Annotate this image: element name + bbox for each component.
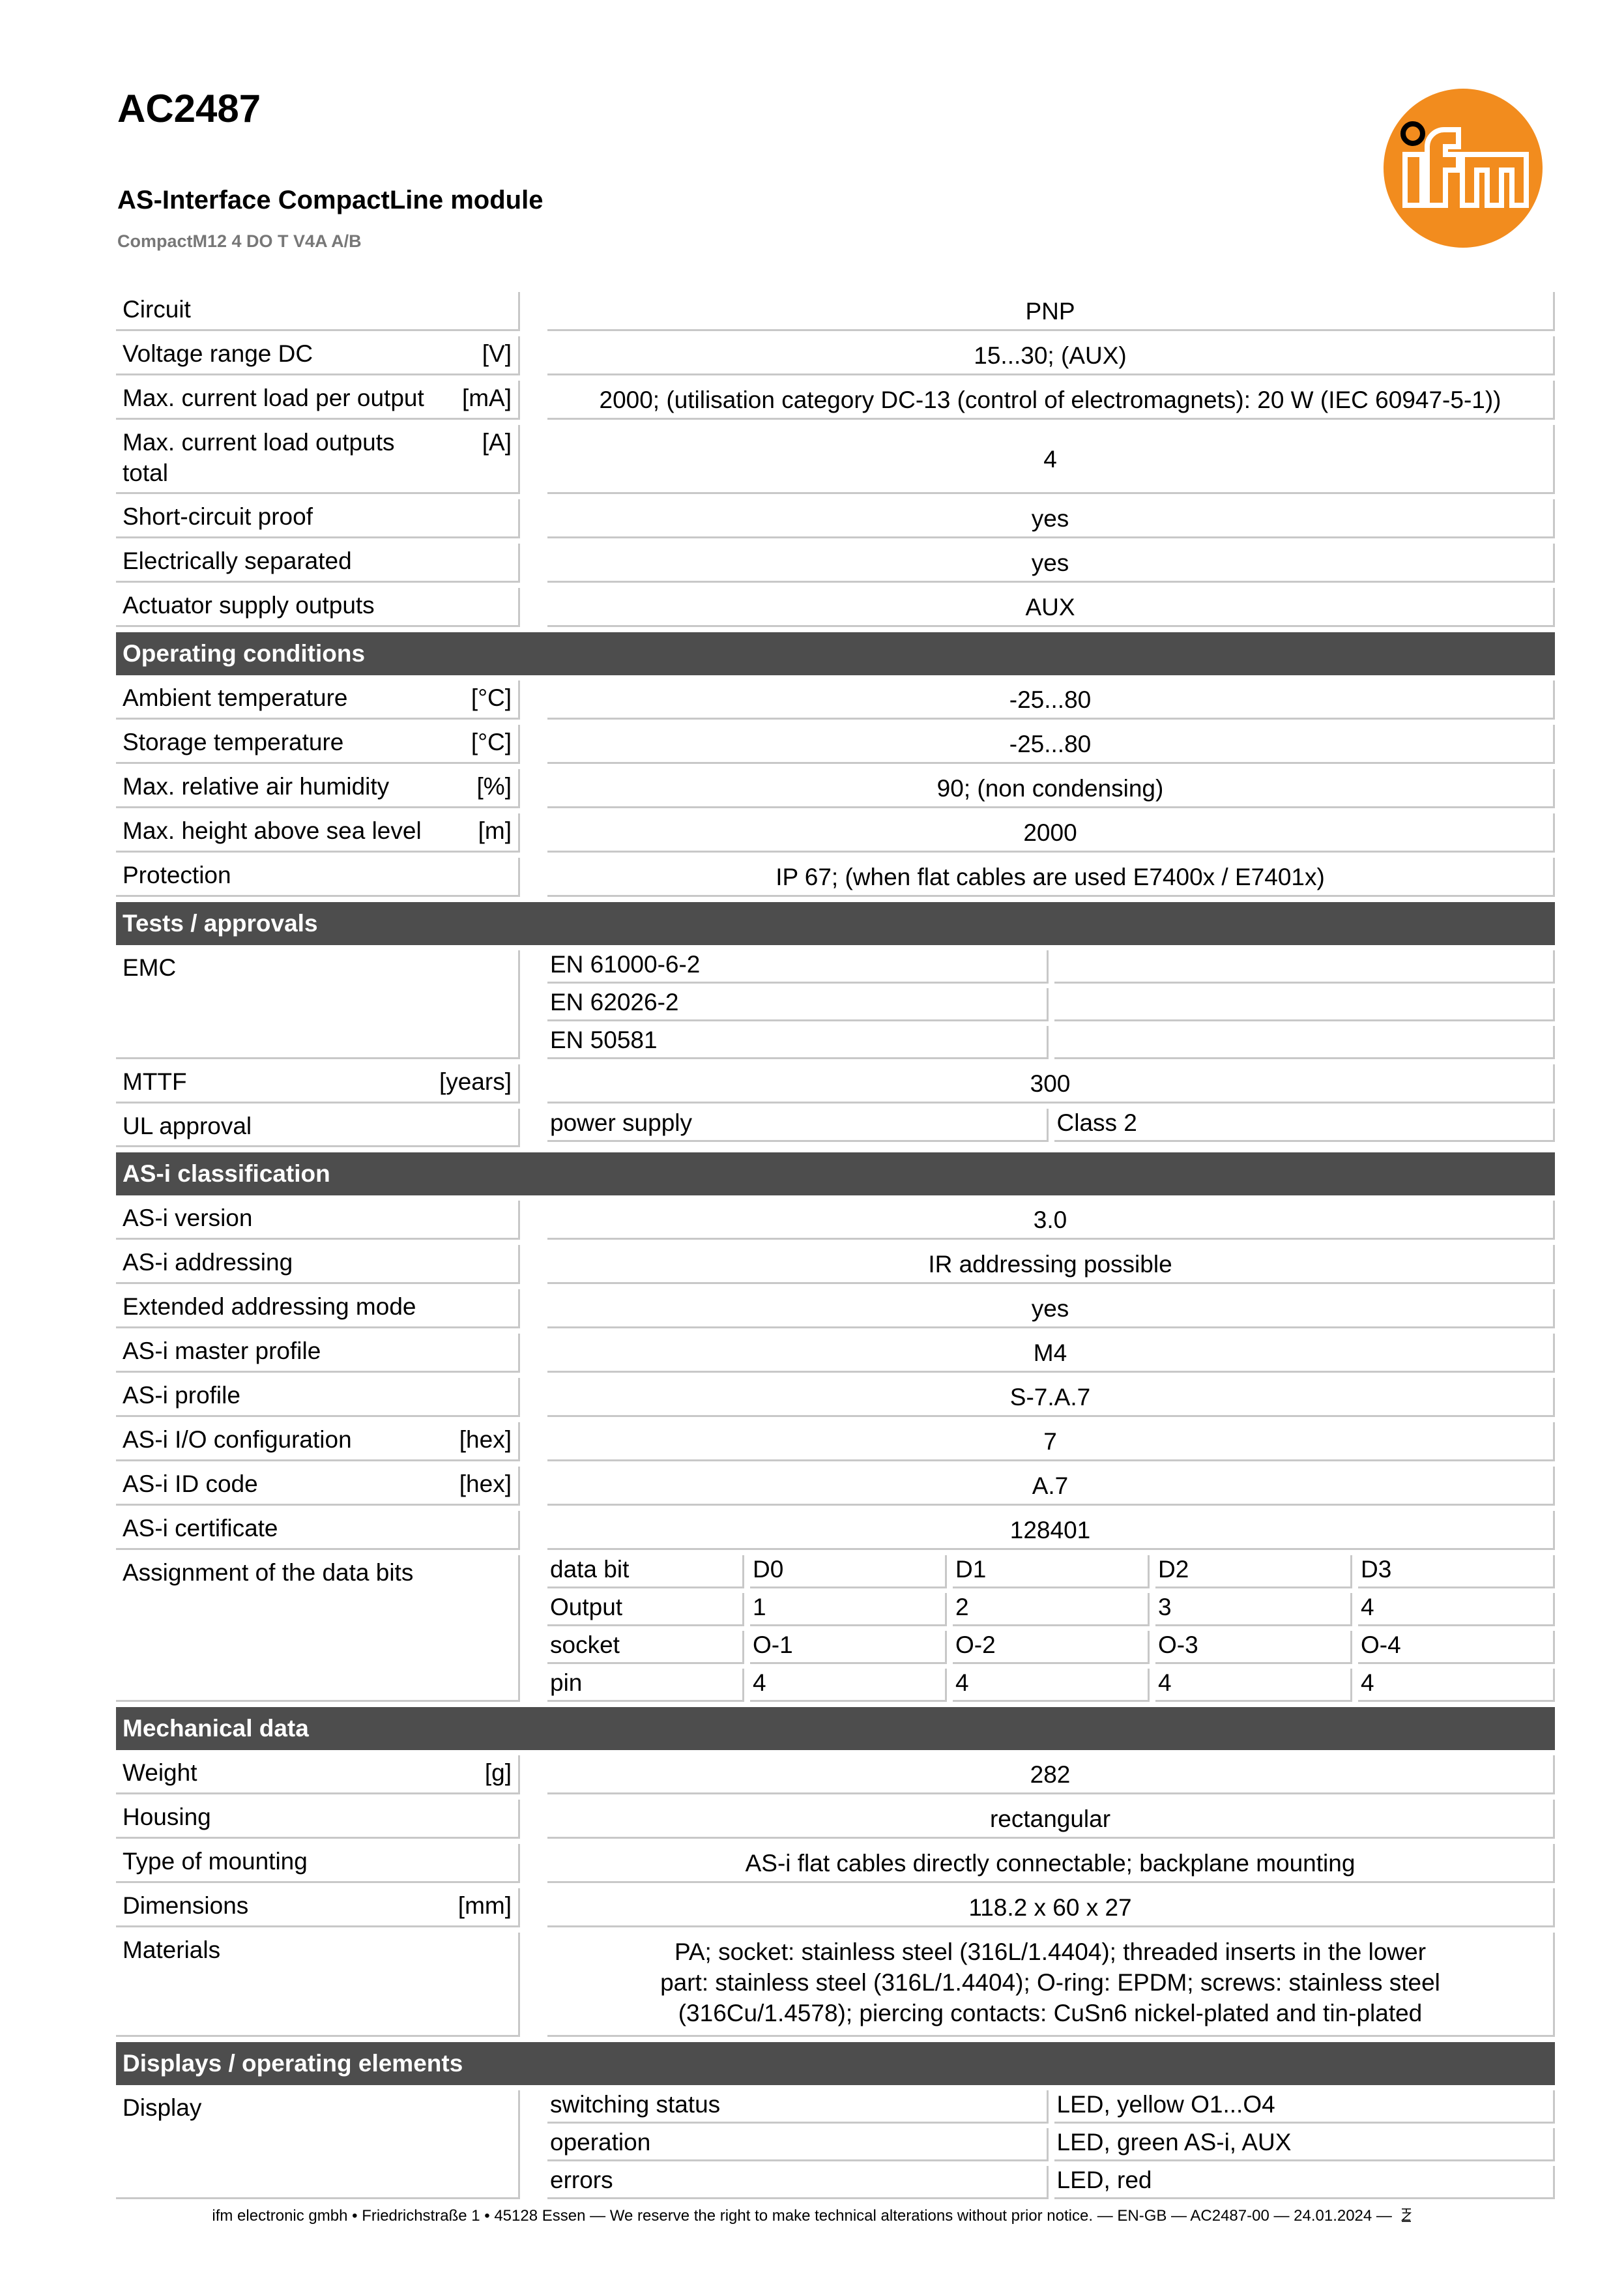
ifm-logo [1382,87,1544,250]
data-bits-table [547,1555,1555,1702]
label-current-output: Max. current load per output [123,385,424,411]
label-voltage: Voltage range DC [123,340,313,367]
row-circuit [116,292,1555,331]
value-weight: 282 [547,1755,1555,1794]
row-materials [116,1933,1555,2037]
section-asi-classification: AS-i classification [116,1152,1555,1195]
label-materials: Materials [123,1937,221,1963]
label-master-profile: AS-i master profile [123,1338,321,1364]
label-ul-approval: UL approval [123,1113,252,1139]
data-bits-cell: D2 [1155,1555,1352,1588]
ul-key: power supply [547,1109,1049,1142]
emc-standard: EN 62026-2 [547,988,1049,1021]
row-mounting [116,1844,1555,1883]
value-voltage: 15...30; (AUX) [547,336,1555,375]
value-housing: rectangular [547,1800,1555,1839]
row-weight [116,1755,1555,1794]
value-mttf: 300 [547,1064,1555,1104]
display-key: operation [547,2128,1049,2161]
row-emc [116,950,1555,1059]
value-certificate: 128401 [547,1511,1555,1550]
label-certificate: AS-i certificate [123,1515,278,1542]
data-bits-cell: 4 [1155,1669,1352,1702]
label-weight: Weight [123,1759,197,1786]
data-bits-cell: D0 [750,1555,947,1588]
label-data-bits: Assignment of the data bits [123,1559,414,1586]
unit-weight: [g] [484,1759,512,1786]
section-mechanical-data: Mechanical data [116,1707,1555,1750]
label-current-total: Max. current load outputs total [123,429,395,486]
value-current-total: 4 [547,425,1555,494]
label-emc: EMC [123,954,177,981]
data-bits-cell: 2 [953,1593,1150,1626]
label-short-circuit: Short-circuit proof [123,503,313,530]
row-current-total [116,425,1555,494]
emc-standards-list [547,950,1555,1059]
value-circuit: PNP [547,292,1555,331]
product-title: AS-Interface CompactLine module [117,186,544,214]
data-bits-cell: data bit [547,1555,744,1588]
row-data-bits [116,1555,1555,1702]
section-displays: Displays / operating elements [116,2042,1555,2085]
row-ul-approval [116,1109,1555,1147]
emc-standard: EN 50581 [547,1026,1049,1059]
row-housing [116,1800,1555,1839]
row-current-output [116,381,1555,420]
section-tests-approvals: Tests / approvals [116,902,1555,945]
data-bits-cell: 4 [750,1669,947,1702]
unit-storage: [°C] [471,729,512,755]
unit-mttf: [years] [439,1068,512,1095]
label-actuator-supply: Actuator supply outputs [123,592,375,619]
label-display: Display [123,2094,202,2121]
data-bits-row [547,1555,1555,1588]
value-height: 2000 [547,813,1555,853]
value-materials: PA; socket: stainless steel (316L/1.4404); threaded inserts in the lower part: stainless steel (316L/1.4404); O-ring: EPDM; screws: stainless steel (316Cu/1.4578); piercing contacts: CuSn6 nickel-plated and tin-plated [547,1933,1555,2037]
label-humidity: Max. relative air humidity [123,773,390,800]
data-bits-cell: 4 [1358,1593,1555,1626]
label-mttf: MTTF [123,1068,187,1095]
ul-value: Class 2 [1054,1109,1556,1142]
value-actuator-supply: AUX [547,588,1555,627]
row-voltage [116,336,1555,375]
row-humidity [116,769,1555,808]
row-dimensions [116,1888,1555,1927]
display-value: LED, green AS-i, AUX [1054,2128,1556,2161]
data-bits-cell: Output [547,1593,744,1626]
unit-height: [m] [478,817,512,844]
row-extended-addressing [116,1289,1555,1328]
data-bits-cell: 3 [1155,1593,1352,1626]
display-key: switching status [547,2090,1049,2124]
lang-icon [1400,2207,1412,2223]
data-bits-cell: 4 [1358,1669,1555,1702]
data-bits-cell: socket [547,1631,744,1664]
unit-ambient: [°C] [471,684,512,711]
data-bits-cell: 4 [953,1669,1150,1702]
row-master-profile [116,1334,1555,1373]
unit-current-output: [mA] [461,385,512,411]
data-bits-cell: D3 [1358,1555,1555,1588]
data-bits-cell: O-2 [953,1631,1150,1664]
data-bits-row [547,1631,1555,1664]
unit-current-total: [A] [482,429,512,456]
data-bits-row [547,1669,1555,1702]
row-short-circuit [116,499,1555,538]
label-ambient: Ambient temperature [123,684,348,711]
value-master-profile: M4 [547,1334,1555,1373]
label-asi-version: AS-i version [123,1205,253,1231]
label-mounting: Type of mounting [123,1848,308,1875]
row-storage [116,725,1555,764]
data-bits-cell: 1 [750,1593,947,1626]
row-protection [116,858,1555,897]
label-id-code: AS-i ID code [123,1470,258,1497]
label-asi-addressing: AS-i addressing [123,1249,293,1276]
label-housing: Housing [123,1804,211,1830]
display-key: errors [547,2166,1049,2199]
data-bits-row [547,1593,1555,1626]
value-extended-addressing: yes [547,1289,1555,1328]
label-protection: Protection [123,862,231,888]
data-bits-cell: O-4 [1358,1631,1555,1664]
unit-voltage: [V] [482,340,512,367]
value-humidity: 90; (non condensing) [547,769,1555,808]
value-asi-profile: S-7.A.7 [547,1378,1555,1417]
datasheet-table [116,292,1555,2204]
row-asi-addressing [116,1245,1555,1284]
data-bits-cell: D1 [953,1555,1150,1588]
unit-humidity: [%] [476,773,512,800]
value-io-config: 7 [547,1422,1555,1461]
row-ambient [116,680,1555,720]
label-io-config: AS-i I/O configuration [123,1426,352,1453]
value-short-circuit: yes [547,499,1555,538]
label-circuit: Circuit [123,296,191,323]
row-actuator-supply [116,588,1555,627]
data-bits-cell: pin [547,1669,744,1702]
label-asi-profile: AS-i profile [123,1382,240,1409]
unit-io-config: [hex] [459,1426,512,1453]
row-io-config [116,1422,1555,1461]
label-storage: Storage temperature [123,729,344,755]
display-value: LED, yellow O1...O4 [1054,2090,1556,2124]
data-bits-cell: O-1 [750,1631,947,1664]
row-separated [116,544,1555,583]
article-description: CompactM12 4 DO T V4A A/B [117,231,362,251]
row-mttf [116,1064,1555,1104]
value-protection: IP 67; (when flat cables are used E7400x / E7401x) [547,858,1555,897]
label-extended-addressing: Extended addressing mode [123,1293,416,1320]
label-height: Max. height above sea level [123,817,422,844]
product-code: AC2487 [117,87,261,130]
row-height [116,813,1555,853]
value-asi-addressing: IR addressing possible [547,1245,1555,1284]
value-storage: -25...80 [547,725,1555,764]
value-asi-version: 3.0 [547,1201,1555,1240]
data-bits-cell: O-3 [1155,1631,1352,1664]
value-mounting: AS-i flat cables directly connectable; backplane mounting [547,1844,1555,1883]
row-id-code [116,1467,1555,1506]
row-display [116,2090,1555,2199]
value-dimensions: 118.2 x 60 x 27 [547,1888,1555,1927]
label-separated: Electrically separated [123,548,352,574]
section-operating-conditions: Operating conditions [116,632,1555,675]
value-current-output: 2000; (utilisation category DC-13 (control of electromagnets): 20 W (IEC 60947-5-1)) [547,381,1555,420]
emc-standard: EN 61000-6-2 [547,950,1049,984]
footer-text: ifm electronic gmbh • Friedrichstraße 1 • 45128 Essen — We reserve the right to make technical alterations without prior notice. — EN-GB — AC2487-00 — 24.01.2024 — [212,2207,1392,2225]
unit-id-code: [hex] [459,1470,512,1497]
display-list [547,2090,1555,2199]
value-separated: yes [547,544,1555,583]
value-id-code: A.7 [547,1467,1555,1506]
label-dimensions: Dimensions [123,1892,249,1919]
value-ambient: -25...80 [547,680,1555,720]
row-asi-version [116,1201,1555,1240]
unit-dimensions: [mm] [457,1892,512,1919]
row-asi-profile [116,1378,1555,1417]
page-footer [0,2207,1624,2225]
row-certificate [116,1511,1555,1550]
display-value: LED, red [1054,2166,1556,2199]
